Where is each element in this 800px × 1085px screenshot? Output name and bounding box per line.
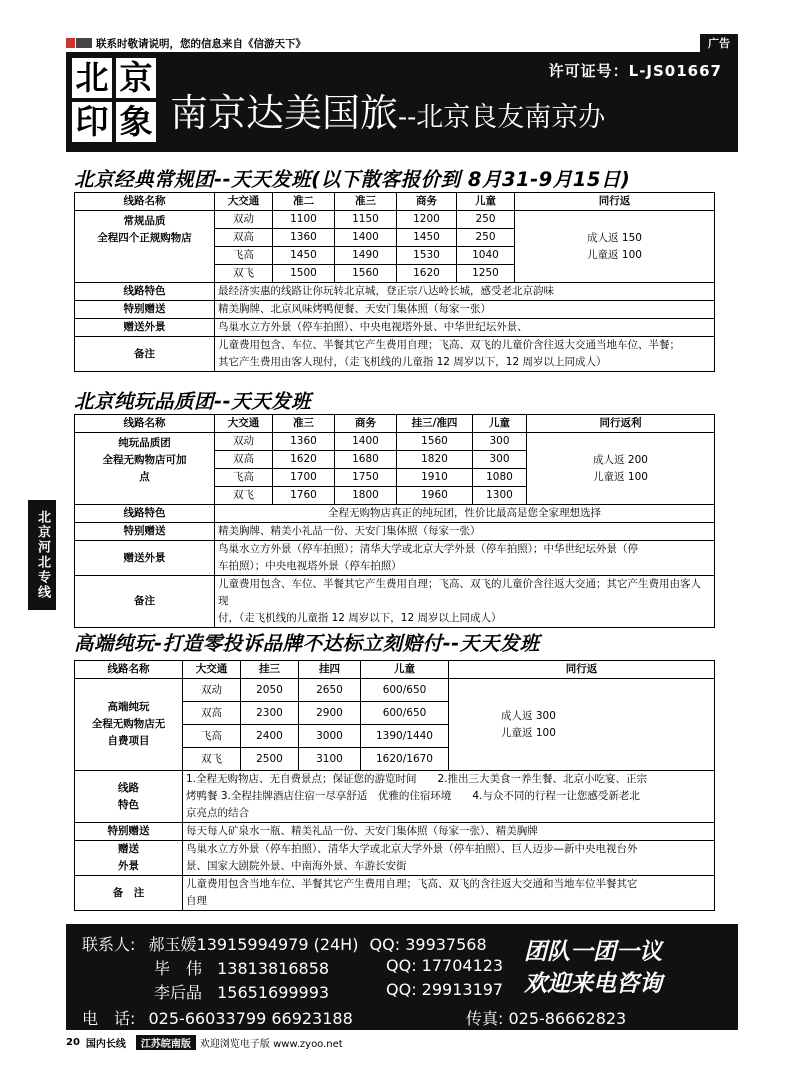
cell: 飞高 — [215, 247, 273, 265]
fax: 传真: 025-86662823 — [466, 1009, 627, 1028]
contact-row-3 — [154, 980, 504, 1003]
col-header: 线路名称 — [75, 193, 215, 211]
cell: 1200 — [397, 211, 457, 229]
cell: 1700 — [273, 469, 335, 487]
cell: 1620 — [273, 451, 335, 469]
extra-row — [75, 319, 715, 337]
tel-number: 025-66033799 66923188 — [148, 1009, 353, 1028]
row-value: 儿童费用包含、车位、半餐其它产生费用自理；飞高、双飞的儿童价含往返大交通；其它产生费用由客人现 付，（走飞机线的儿童指 12 周岁以下，12 周岁以上同成人） — [215, 576, 715, 628]
row-value: 最经济实惠的线路让你玩转北京城，登正宗八达岭长城，感受老北京韵味 — [215, 283, 715, 301]
side-tab: 北京河北专线 — [28, 500, 56, 610]
cell: 双高 — [215, 451, 273, 469]
col-header: 儿童 — [457, 193, 515, 211]
row-value: 儿童费用包含当地车位、半餐其它产生费用自理；飞高、双飞的含往返大交通和当地车位半餐其它 自理 — [183, 876, 715, 911]
cell: 1250 — [457, 265, 515, 283]
cell: 600/650 — [361, 679, 449, 702]
cell: 1450 — [273, 247, 335, 265]
row-label: 赠送 外景 — [75, 841, 183, 876]
beijing-impression-logo — [72, 58, 160, 146]
contact-qq: QQ: 39937568 — [369, 935, 487, 954]
cell: 1490 — [335, 247, 397, 265]
row-label: 线路 特色 — [75, 771, 183, 823]
col-header: 儿童 — [473, 415, 527, 433]
remark-row — [75, 876, 715, 911]
contact-phone: 13915994979 (24H) — [196, 935, 359, 954]
logo-char: 京 — [116, 58, 156, 98]
cell: 2400 — [241, 725, 299, 748]
cell: 1960 — [397, 487, 473, 505]
cell: 1800 — [335, 487, 397, 505]
gift-row — [75, 523, 715, 541]
cell: 1150 — [335, 211, 397, 229]
cell: 双动 — [215, 211, 273, 229]
section1-table — [74, 192, 715, 372]
rebate: 成人返 200 儿童返 100 — [527, 433, 715, 505]
cell: 双飞 — [215, 265, 273, 283]
agency-title — [170, 82, 605, 137]
logo-char: 象 — [116, 102, 156, 142]
cell: 双动 — [183, 679, 241, 702]
col-header: 准三 — [335, 193, 397, 211]
contact-name: 郝玉媛 — [148, 935, 197, 954]
contact-row-4 — [82, 1006, 353, 1029]
cell: 1560 — [397, 433, 473, 451]
cell: 双动 — [215, 433, 273, 451]
cell: 1390/1440 — [361, 725, 449, 748]
row-value: 鸟巢水立方外景（停车拍照）；清华大学或北京大学外景（停车拍照）；中华世纪坛外景（停 车拍照）；中央电视塔外景（停车拍照） — [215, 541, 715, 576]
col-header: 同行返 — [449, 661, 715, 679]
contact-name: 毕 伟 — [154, 959, 203, 978]
cell: 1360 — [273, 433, 335, 451]
table-header-row — [75, 193, 715, 211]
section2-title: 北京纯玩品质团--天天发班 — [74, 390, 312, 413]
extra-row — [75, 841, 715, 876]
agency-title-main: 南京达美国旅 — [170, 91, 399, 135]
contact-label: 联系人: — [82, 935, 136, 954]
cell: 双高 — [215, 229, 273, 247]
cell: 1820 — [397, 451, 473, 469]
row-label: 备注 — [75, 337, 215, 372]
cell: 2900 — [299, 702, 361, 725]
page-number: 20 — [66, 1036, 80, 1048]
source-note: 联系时敬请说明，您的信息来自《信游天下》 — [96, 37, 306, 50]
edition-tag: 江苏皖南版 — [136, 1035, 196, 1050]
cell: 1560 — [335, 265, 397, 283]
route-name: 常规品质 全程四个正规购物店 — [75, 211, 215, 283]
contact-phone: 15651699993 — [217, 983, 330, 1002]
cell: 1530 — [397, 247, 457, 265]
cell: 1080 — [473, 469, 527, 487]
logo-char: 北 — [72, 58, 112, 98]
cell: 300 — [473, 433, 527, 451]
row-label: 特别赠送 — [75, 523, 215, 541]
row-label: 赠送外景 — [75, 541, 215, 576]
cell: 3000 — [299, 725, 361, 748]
row-value: 鸟巢水立方外景（停车拍照）、清华大学或北京大学外景（停车拍照）、巨人迈步—新中央电视台外 景、国家大剧院外景、中南海外景、车游长安街 — [183, 841, 715, 876]
contact-row-2 — [154, 956, 504, 979]
col-header: 儿童 — [361, 661, 449, 679]
section1-title: 北京经典常规团--天天发班(以下散客报价到 8月31-9月15日) — [74, 168, 631, 191]
cell: 3100 — [299, 748, 361, 771]
row-label: 赠送外景 — [75, 319, 215, 337]
col-header: 挂四 — [299, 661, 361, 679]
table-header-row — [75, 415, 715, 433]
section-name: 国内长线 — [85, 1038, 126, 1050]
row-label: 备注 — [75, 576, 215, 628]
route-name: 纯玩品质团 全程无购物店可加 点 — [75, 433, 215, 505]
cell: 1620 — [397, 265, 457, 283]
section3-table — [74, 660, 715, 911]
logo-char: 印 — [72, 102, 112, 142]
row-label: 特别赠送 — [75, 301, 215, 319]
col-header: 线路名称 — [75, 415, 215, 433]
license-number: 许可证号：L-JS01667 — [548, 62, 722, 80]
col-header: 挂三/准四 — [397, 415, 473, 433]
remark-row — [75, 576, 715, 628]
agency-header — [66, 52, 738, 152]
features-row — [75, 505, 715, 523]
ad-tag: 广告 — [700, 34, 738, 52]
features-row — [75, 771, 715, 823]
slogan-line: 欢迎来电咨询 — [524, 971, 662, 997]
cell: 1450 — [397, 229, 457, 247]
row-label: 特别赠送 — [75, 823, 183, 841]
row-value: 鸟巢水立方外景（停车拍照）、中央电视塔外景、中华世纪坛外景、 — [215, 319, 715, 337]
col-header: 大交通 — [183, 661, 241, 679]
slogan-line: 团队一团一议 — [524, 939, 662, 965]
table-row — [75, 211, 715, 229]
contact-qq: QQ: 29913197 — [386, 980, 504, 999]
slogan — [524, 936, 662, 1000]
col-header: 挂三 — [241, 661, 299, 679]
cell: 250 — [457, 211, 515, 229]
contact-row-1 — [82, 932, 487, 955]
col-header: 商务 — [335, 415, 397, 433]
remark-row — [75, 337, 715, 372]
tel-label: 电 话: — [82, 1009, 136, 1028]
cell: 250 — [457, 229, 515, 247]
cell: 2050 — [241, 679, 299, 702]
cell: 1910 — [397, 469, 473, 487]
col-header: 同行返利 — [527, 415, 715, 433]
row-label: 线路特色 — [75, 283, 215, 301]
page-footer — [66, 1034, 738, 1050]
cell: 1680 — [335, 451, 397, 469]
cell: 1100 — [273, 211, 335, 229]
cell: 600/650 — [361, 702, 449, 725]
row-value: 儿童费用包含、车位、半餐其它产生费用自理；飞高、双飞的儿童价含往返大交通当地车位、半餐； 其它产生费用由客人现付，（走飞机线的儿童指 12 周岁以下，12 周岁以上同成人） — [215, 337, 715, 372]
cell: 1760 — [273, 487, 335, 505]
cell: 1750 — [335, 469, 397, 487]
row-label: 备 注 — [75, 876, 183, 911]
website-url: 欢迎浏览电子版 www.zyoo.net — [199, 1038, 343, 1050]
contact-name: 李后晶 — [154, 983, 203, 1002]
contact-panel — [66, 924, 738, 1030]
features-row — [75, 283, 715, 301]
row-value: 每天每人矿泉水一瓶、精美礼品一份、天安门集体照（每家一张）、精美胸牌 — [183, 823, 715, 841]
cell: 1300 — [473, 487, 527, 505]
agency-title-sub: --北京良友南京办 — [398, 102, 606, 133]
col-header: 准三 — [273, 415, 335, 433]
cell: 300 — [473, 451, 527, 469]
route-name: 高端纯玩 全程无购物店无 自费项目 — [75, 679, 183, 771]
cell: 双飞 — [215, 487, 273, 505]
cell: 2300 — [241, 702, 299, 725]
row-value: 全程无购物店真正的纯玩团，性价比最高是您全家理想选择 — [215, 505, 715, 523]
cell: 飞高 — [183, 725, 241, 748]
col-header: 大交通 — [215, 415, 273, 433]
table-row — [75, 433, 715, 451]
cell: 2650 — [299, 679, 361, 702]
rebate: 成人返 150 儿童返 100 — [515, 211, 715, 283]
cell: 1400 — [335, 229, 397, 247]
cell: 1360 — [273, 229, 335, 247]
cell: 双飞 — [183, 748, 241, 771]
cell: 飞高 — [215, 469, 273, 487]
table-row — [75, 679, 715, 702]
section3-title: 高端纯玩-打造零投诉品牌不达标立刻赔付--天天发班 — [74, 632, 540, 655]
col-header: 准二 — [273, 193, 335, 211]
cell: 1400 — [335, 433, 397, 451]
row-value: 1.全程无购物店、无自费景点；保证您的游览时间 2.推出三大美食一养生餐、北京小吃宴、正宗 烤鸭餐 3.全程挂牌酒店住宿一尽享舒适 优雅的住宿环境 4.与众不同的行程一让您感受新老北 京亮点的结合 — [183, 771, 715, 823]
col-header: 线路名称 — [75, 661, 183, 679]
col-header: 大交通 — [215, 193, 273, 211]
cell: 1620/1670 — [361, 748, 449, 771]
col-header: 商务 — [397, 193, 457, 211]
row-value: 精美胸牌、北京风味烤鸭便餐、天安门集体照（每家一张） — [215, 301, 715, 319]
row-value: 精美胸牌、精美小礼品一份、天安门集体照（每家一张） — [215, 523, 715, 541]
top-strip — [66, 34, 738, 52]
col-header: 同行返 — [515, 193, 715, 211]
cell: 1040 — [457, 247, 515, 265]
contact-qq: QQ: 17704123 — [386, 956, 504, 975]
section2-table — [74, 414, 715, 628]
extra-row — [75, 541, 715, 576]
gift-row — [75, 301, 715, 319]
cell: 双高 — [183, 702, 241, 725]
cell: 2500 — [241, 748, 299, 771]
magazine-logo-icon — [66, 36, 92, 50]
gift-row — [75, 823, 715, 841]
row-label: 线路特色 — [75, 505, 215, 523]
cell: 1500 — [273, 265, 335, 283]
contact-phone: 13813816858 — [217, 959, 330, 978]
table-header-row — [75, 661, 715, 679]
rebate: 成人返 300 儿童返 100 — [449, 679, 715, 771]
